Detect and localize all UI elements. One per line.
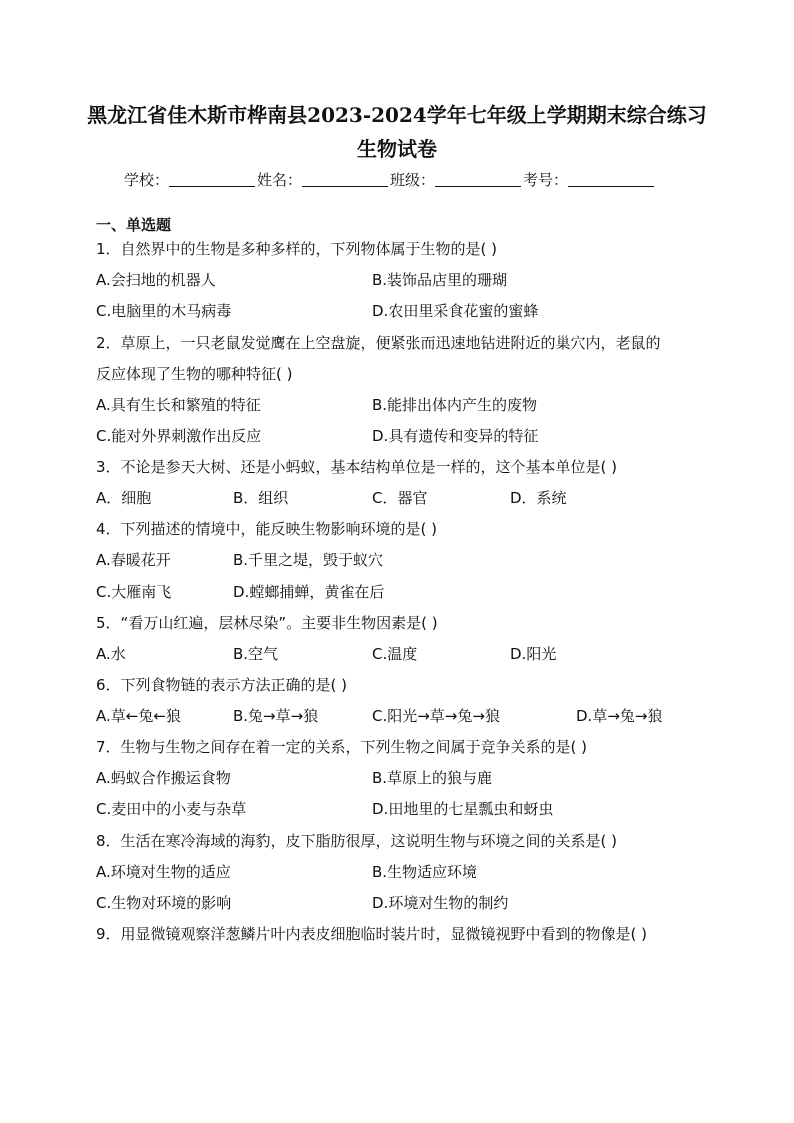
question-2-stem: 2．草原上，一只老鼠发觉鹰在上空盘旋，便紧张而迅速地钻进附近的巢穴内，老鼠的	[96, 334, 661, 352]
question-5-option-d: D.阳光	[510, 645, 557, 663]
exam-title-line1: 黑龙江省佳木斯市桦南县2023-2024学年七年级上学期期末综合练习	[87, 103, 707, 127]
school-blank	[169, 172, 255, 187]
question-2-option-d: D.具有遗传和变异的特征	[372, 427, 539, 445]
question-2-stem-cont: 反应体现了生物的哪种特征( )	[96, 365, 293, 383]
question-6-option-b: B.兔→草→狼	[233, 707, 319, 725]
question-5-option-b: B.空气	[233, 645, 279, 663]
section-title: 一、单选题	[96, 216, 172, 234]
question-2-option-c: C.能对外界刺激作出反应	[96, 427, 262, 445]
question-8-option-c: C.生物对环境的影响	[96, 894, 232, 912]
question-3-stem: 3．不论是参天大树、还是小蚂蚁，基本结构单位是一样的，这个基本单位是( )	[96, 458, 618, 476]
question-1-option-b: B.装饰品店里的珊瑚	[372, 271, 508, 289]
question-7-option-b: B.草原上的狼与鹿	[372, 769, 493, 787]
question-2-option-a: A.具有生长和繁殖的特征	[96, 396, 261, 414]
question-5-stem: 5．“看万山红遍，层林尽染”。主要非生物因素是( )	[96, 614, 438, 632]
question-8-option-b: B.生物适应环境	[372, 863, 478, 881]
question-3-option-b: B．组织	[233, 489, 289, 507]
question-1-option-d: D.农田里采食花蜜的蜜蜂	[372, 302, 539, 320]
class-label: 班级：	[390, 171, 436, 189]
exam-no-label: 考号：	[523, 171, 569, 189]
question-4-option-c: C.大雁南飞	[96, 583, 172, 601]
question-7-option-c: C.麦田中的小麦与杂草	[96, 800, 247, 818]
question-6-option-c: C.阳光→草→兔→狼	[372, 707, 500, 725]
question-8-stem: 8．生活在寒冷海域的海豹，皮下脂肪很厚，这说明生物与环境之间的关系是( )	[96, 832, 618, 850]
question-8-option-d: D.环境对生物的制约	[372, 894, 509, 912]
question-1-stem: 1．自然界中的生物是多种多样的，下列物体属于生物的是( )	[96, 240, 498, 258]
question-7-option-a: A.蚂蚁合作搬运食物	[96, 769, 231, 787]
question-7-stem: 7．生物与生物之间存在着一定的关系，下列生物之间属于竞争关系的是( )	[96, 738, 588, 756]
question-3-option-a: A．细胞	[96, 489, 152, 507]
school-label: 学校：	[124, 171, 170, 189]
class-blank	[435, 172, 521, 187]
question-2-option-b: B.能排出体内产生的废物	[372, 396, 538, 414]
name-blank	[302, 172, 388, 187]
question-1-option-a: A.会扫地的机器人	[96, 271, 216, 289]
question-6-stem: 6．下列食物链的表示方法正确的是( )	[96, 676, 348, 694]
question-4-option-a: A.春暖花开	[96, 551, 171, 569]
question-4-option-b: B.千里之堤，毁于蚁穴	[233, 551, 384, 569]
question-7-option-d: D.田地里的七星瓢虫和蚜虫	[372, 800, 554, 818]
question-5-option-a: A.水	[96, 645, 126, 663]
name-label: 姓名：	[257, 171, 303, 189]
question-8-option-a: A.环境对生物的适应	[96, 863, 231, 881]
exam-no-blank	[568, 172, 654, 187]
question-6-option-d: D.草→兔→狼	[576, 707, 663, 725]
student-info-row	[124, 170, 656, 190]
question-4-stem: 4．下列描述的情境中，能反映生物影响环境的是( )	[96, 520, 438, 538]
exam-title-line2: 生物试卷	[357, 137, 437, 161]
question-5-option-c: C.温度	[372, 645, 418, 663]
question-3-option-d: D．系统	[510, 489, 567, 507]
question-3-option-c: C．器官	[372, 489, 428, 507]
question-9-stem: 9．用显微镜观察洋葱鳞片叶内表皮细胞临时装片时，显微镜视野中看到的物像是( )	[96, 925, 648, 943]
question-1-option-c: C.电脑里的木马病毒	[96, 302, 232, 320]
question-6-option-a: A.草←兔←狼	[96, 707, 181, 725]
question-4-option-d: D.螳螂捕蝉，黄雀在后	[233, 583, 385, 601]
